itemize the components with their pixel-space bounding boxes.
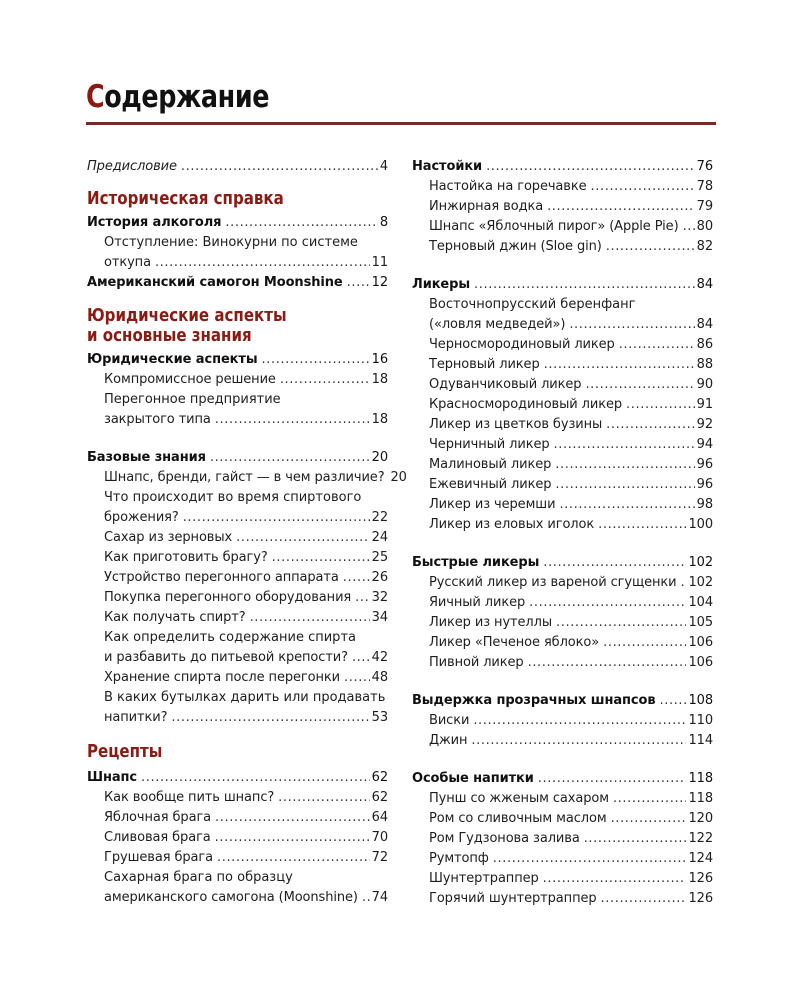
page-number: 4 [379, 159, 388, 174]
page-number: 102 [688, 575, 713, 590]
page-number: 84 [696, 277, 713, 292]
entry-title: американского самогона (Moonshine) [104, 890, 358, 905]
dot-leader [215, 410, 370, 430]
dot-leader [344, 668, 370, 688]
entry-title-line1: Перегонное предприятие [104, 392, 281, 407]
entry-title: Ликер из черемши [429, 497, 556, 512]
entry-title: Настойка на горечавке [429, 179, 587, 194]
dot-leader [547, 197, 695, 217]
page-number: 80 [696, 219, 713, 234]
dot-leader [683, 217, 695, 237]
dot-leader [493, 849, 687, 869]
entry-title: Терновый джин (Sloe gin) [429, 239, 602, 254]
entry-title: Шнапс, бренди, гайст — в чем различие? [104, 470, 385, 485]
page-number: 88 [696, 357, 713, 372]
dot-leader [559, 495, 694, 515]
toc-subentry[interactable] [87, 628, 388, 668]
page-number: 8 [379, 215, 388, 230]
entry-title: Сахар из зерновых [104, 530, 233, 545]
page-number: 78 [696, 179, 713, 194]
dot-leader [529, 593, 686, 613]
page-number: 126 [688, 891, 713, 906]
entry-title: Покупка перегонного оборудования [104, 590, 352, 605]
page-number: 32 [371, 590, 388, 605]
page-number: 106 [688, 655, 713, 670]
entry-title-line1: Отступление: Винокурни по системе [104, 235, 358, 250]
entry-title: брожения? [104, 510, 179, 525]
dot-leader [215, 808, 370, 828]
entry-title-line1: Сахарная брага по образцу [104, 870, 293, 885]
toc-subentry[interactable] [412, 435, 713, 455]
entry-title: Быстрые ликеры [412, 555, 540, 570]
toc-entry[interactable] [412, 553, 713, 573]
toc-subentry[interactable] [412, 237, 713, 257]
dot-leader [215, 828, 370, 848]
toc-subentry[interactable] [87, 868, 388, 908]
entry-title: Ликер из еловых иголок [429, 517, 595, 532]
entry-title: Виски [429, 713, 470, 728]
dot-leader [347, 273, 370, 293]
toc-entry-preface[interactable] [87, 157, 388, 177]
page-number: 62 [371, 790, 388, 805]
entry-title: Ром со сливочным маслом [429, 811, 607, 826]
toc-subentry[interactable] [412, 711, 713, 731]
toc-subentry[interactable] [87, 848, 388, 868]
page-number: 122 [688, 831, 713, 846]
toc-subentry[interactable] [87, 468, 407, 488]
page-number: 124 [688, 851, 713, 866]
dot-leader [613, 789, 687, 809]
entry-title: Хранение спирта после перегонки [104, 670, 340, 685]
page-number: 91 [696, 397, 713, 412]
dot-leader [171, 708, 369, 728]
dot-leader [555, 475, 694, 495]
page-number: 42 [371, 650, 388, 665]
entry-title: напитки? [104, 710, 168, 725]
entry-title: Ежевичный ликер [429, 477, 552, 492]
toc-subentry[interactable] [412, 889, 713, 909]
dot-leader [598, 515, 686, 535]
toc-subentry[interactable] [412, 355, 713, 375]
dot-leader [569, 315, 694, 335]
toc-subentry[interactable] [412, 495, 713, 515]
entry-title-line1: Восточнопрусский беренфанг [429, 297, 636, 312]
toc-subentry[interactable] [412, 849, 713, 869]
entry-title: откупа [104, 255, 151, 270]
toc-subentry[interactable] [412, 789, 713, 809]
entry-title: Пунш со жженым сахаром [429, 791, 609, 806]
page-number: 92 [696, 417, 713, 432]
dot-leader [183, 508, 370, 528]
dot-leader [626, 395, 695, 415]
page-number: 114 [688, 733, 713, 748]
toc-subentry[interactable] [412, 613, 713, 633]
toc-subentry[interactable] [87, 390, 388, 430]
entry-title: Малиновый ликер [429, 457, 552, 472]
toc-subentry[interactable] [87, 808, 388, 828]
dot-leader [603, 633, 686, 653]
toc-subentry[interactable] [87, 608, 388, 628]
page-number: 20 [390, 470, 407, 485]
page-number: 22 [371, 510, 388, 525]
entry-title: Джин [429, 733, 468, 748]
toc-subentry[interactable] [412, 869, 713, 889]
page-number: 86 [696, 337, 713, 352]
toc-subentry[interactable] [412, 653, 713, 673]
entry-title: Выдержка прозрачных шнапсов [412, 693, 656, 708]
entry-title-line1: Как определить содержание спирта [104, 630, 356, 645]
page-number: 82 [696, 239, 713, 254]
entry-title: Терновый ликер [429, 357, 540, 372]
entry-title: Черничный ликер [429, 437, 550, 452]
entry-title: Предисловие [87, 159, 177, 174]
entry-title: Устройство перегонного аппарата [104, 570, 339, 585]
dot-leader [556, 613, 686, 633]
dot-leader [486, 157, 695, 177]
dot-leader [141, 768, 370, 788]
dot-leader [538, 769, 687, 789]
entry-title: Черносмородиновый ликер [429, 337, 615, 352]
toc-subentry[interactable] [87, 548, 388, 568]
title-rule [86, 122, 716, 125]
dot-leader [236, 528, 370, 548]
entry-title: закрытого типа [104, 412, 211, 427]
page-number: 105 [688, 615, 713, 630]
toc-subentry[interactable] [87, 488, 388, 528]
toc-subentry[interactable] [87, 788, 388, 808]
toc-subentry[interactable] [87, 568, 388, 588]
entry-title: Компромиссное решение [104, 372, 276, 387]
entry-title: Сливовая брага [104, 830, 211, 845]
toc-subentry[interactable] [412, 197, 713, 217]
toc-entry[interactable] [87, 350, 388, 370]
toc-entry[interactable] [87, 448, 388, 468]
title-rest: одержание [104, 79, 270, 115]
page-number: 64 [371, 810, 388, 825]
toc-subentry[interactable] [412, 415, 713, 435]
dot-leader [352, 648, 370, 668]
entry-title: Грушевая брага [104, 850, 213, 865]
dot-leader [362, 888, 370, 908]
dot-leader [584, 829, 687, 849]
dot-leader [591, 177, 695, 197]
section-heading: Юридические аспекты [87, 306, 287, 326]
page-number: 25 [371, 550, 388, 565]
entry-title: Шунтертраппер [429, 871, 539, 886]
entry-title: Ликеры [412, 277, 471, 292]
toc-subentry[interactable] [412, 335, 713, 355]
entry-title: Как получать спирт? [104, 610, 246, 625]
dot-leader [155, 253, 370, 273]
entry-title: Юридические аспекты [87, 352, 258, 367]
toc-subentry[interactable] [412, 177, 713, 197]
toc-subentry[interactable] [412, 375, 713, 395]
entry-title: Ром Гудзонова залива [429, 831, 580, 846]
page-number: 100 [688, 517, 713, 532]
entry-title: Ликер «Печеное яблоко» [429, 635, 600, 650]
toc-subentry[interactable] [412, 217, 713, 237]
entry-title-line1: В каких бутылках дарить или продавать [104, 690, 386, 705]
toc-subentry[interactable] [87, 828, 388, 848]
dot-leader [343, 568, 370, 588]
page-title [86, 78, 269, 116]
dot-leader [471, 731, 686, 751]
page-number: 72 [371, 850, 388, 865]
toc-subentry[interactable] [412, 731, 713, 751]
dot-leader [272, 548, 370, 568]
page-number: 11 [371, 255, 388, 270]
dot-leader [210, 448, 370, 468]
page-number: 94 [696, 437, 713, 452]
toc-subentry[interactable] [412, 593, 713, 613]
entry-title: Пивной ликер [429, 655, 524, 670]
dot-leader [225, 213, 377, 233]
entry-title-line1: Что происходит во время спиртового [104, 490, 362, 505]
dot-leader [528, 653, 687, 673]
toc-subentry[interactable] [412, 395, 713, 415]
toc-subentry[interactable] [412, 573, 713, 593]
dot-leader [554, 435, 695, 455]
page-number: 102 [688, 555, 713, 570]
toc-subentry[interactable] [412, 295, 713, 335]
entry-title: Инжирная водка [429, 199, 544, 214]
dot-leader [355, 588, 370, 608]
entry-title: («ловля медведей») [429, 317, 566, 332]
page-number: 20 [371, 450, 388, 465]
toc-entry[interactable] [412, 691, 713, 711]
page-number: 18 [371, 412, 388, 427]
section-heading: Историческая справка [87, 189, 284, 209]
section-heading-line2: и основные знания [87, 326, 252, 346]
dot-leader [543, 869, 687, 889]
toc-subentry[interactable] [87, 688, 388, 728]
toc-subentry[interactable] [87, 668, 388, 688]
entry-title: Красносмородиновый ликер [429, 397, 623, 412]
toc-subentry[interactable] [87, 588, 388, 608]
entry-title: Базовые знания [87, 450, 206, 465]
page-number: 96 [696, 457, 713, 472]
toc-entry[interactable] [87, 768, 388, 788]
toc-subentry[interactable] [87, 370, 388, 390]
dot-leader [217, 848, 370, 868]
page-number: 96 [696, 477, 713, 492]
dot-leader [659, 691, 686, 711]
entry-title: Американский самогон Moonshine [87, 275, 343, 290]
page-number: 53 [371, 710, 388, 725]
entry-title: Одуванчиковый ликер [429, 377, 582, 392]
toc-subentry[interactable] [412, 515, 713, 535]
toc-entry[interactable] [87, 213, 388, 233]
entry-title: и разбавить до питьевой крепости? [104, 650, 348, 665]
dot-leader [262, 350, 370, 370]
title-initial: С [86, 79, 105, 115]
dot-leader [681, 573, 687, 593]
dot-leader [611, 809, 687, 829]
dot-leader [606, 237, 695, 257]
entry-title: Как вообще пить шнапс? [104, 790, 275, 805]
toc-subentry[interactable] [412, 809, 713, 829]
page-number: 106 [688, 635, 713, 650]
entry-title: Как приготовить брагу? [104, 550, 268, 565]
page-number: 76 [696, 159, 713, 174]
page-number: 110 [688, 713, 713, 728]
toc-entry[interactable] [412, 275, 713, 295]
entry-title: История алкоголя [87, 215, 222, 230]
dot-leader [619, 335, 695, 355]
page-number: 34 [371, 610, 388, 625]
dot-leader [585, 375, 694, 395]
entry-title: Яблочная брага [104, 810, 212, 825]
dot-leader [250, 608, 370, 628]
dot-leader [473, 711, 686, 731]
toc-subentry[interactable] [412, 455, 713, 475]
page-number: 84 [696, 317, 713, 332]
entry-title: Румтопф [429, 851, 489, 866]
entry-title: Русский ликер из вареной сгущенки [429, 575, 677, 590]
toc-subentry[interactable] [87, 233, 388, 273]
entry-title: Яичный ликер [429, 595, 526, 610]
page-number: 120 [688, 811, 713, 826]
page-number: 90 [696, 377, 713, 392]
dot-leader [606, 415, 694, 435]
toc-left-column [87, 157, 407, 908]
dot-leader [474, 275, 695, 295]
page-number: 16 [371, 352, 388, 367]
dot-leader [278, 788, 369, 808]
page-number: 108 [688, 693, 713, 708]
page-number: 104 [688, 595, 713, 610]
toc-entry[interactable] [412, 157, 713, 177]
entry-title: Шнапс «Яблочный пирог» (Apple Pie) [429, 219, 679, 234]
page-number: 12 [371, 275, 388, 290]
section-heading: Рецепты [87, 742, 163, 762]
page-number: 18 [371, 372, 388, 387]
dot-leader [181, 157, 378, 177]
page-number: 70 [371, 830, 388, 845]
entry-title: Ликер из нутеллы [429, 615, 552, 630]
entry-title: Горячий шунтертраппер [429, 891, 597, 906]
toc-right-column [412, 157, 713, 909]
entry-title: Настойки [412, 159, 483, 174]
page-number: 79 [696, 199, 713, 214]
toc-subentry[interactable] [412, 829, 713, 849]
toc-subentry[interactable] [412, 633, 713, 653]
entry-title: Ликер из цветков бузины [429, 417, 603, 432]
page-number: 98 [696, 497, 713, 512]
page-number: 62 [371, 770, 388, 785]
dot-leader [601, 889, 687, 909]
page-number: 118 [688, 771, 713, 786]
page-number: 118 [688, 791, 713, 806]
toc-subentry[interactable] [412, 475, 713, 495]
page-number: 126 [688, 871, 713, 886]
dot-leader [555, 455, 694, 475]
entry-title: Шнапс [87, 770, 138, 785]
toc-entry[interactable] [412, 769, 713, 789]
page-number: 48 [371, 670, 388, 685]
page-number: 24 [371, 530, 388, 545]
toc-entry[interactable] [87, 273, 388, 293]
page-number: 26 [371, 570, 388, 585]
dot-leader [543, 553, 686, 573]
entry-title: Особые напитки [412, 771, 534, 786]
page-number: 74 [371, 890, 388, 905]
dot-leader [544, 355, 695, 375]
dot-leader [280, 370, 370, 390]
toc-subentry[interactable] [87, 528, 388, 548]
